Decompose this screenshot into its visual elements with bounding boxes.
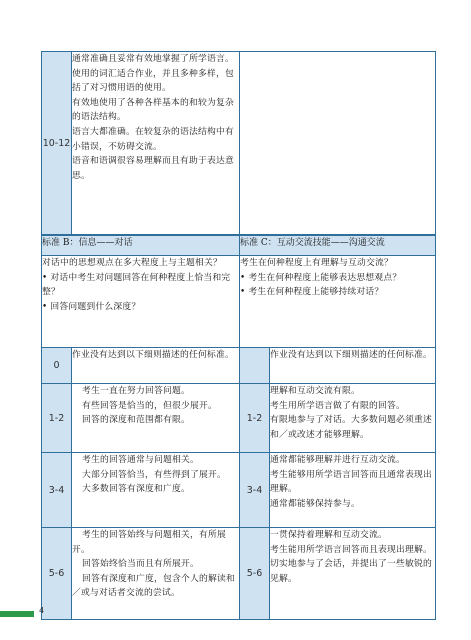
descriptor-line: 回答有深度和广度，包含个人的解读和／或与对话者交流的尝试。 bbox=[72, 573, 235, 599]
empty-cell bbox=[240, 52, 436, 235]
score-cell-b: 0 bbox=[42, 348, 72, 384]
score-cell: 10-12 bbox=[42, 52, 72, 235]
descriptor-cell-c bbox=[270, 384, 436, 453]
criterion-b-intro bbox=[42, 256, 240, 348]
descriptor-line: 作业没有达到以下细则描述的任何标准。 bbox=[72, 350, 234, 360]
descriptor-line: 语言大都准确。在较复杂的语法结构中有小错误，不妨碍交流。 bbox=[72, 126, 234, 152]
descriptor-line: 切实地参与了会话，并提出了一些敏锐的见解。 bbox=[270, 559, 432, 584]
criteria-table bbox=[41, 235, 436, 620]
intro-question: 对话中的思想观点在多大程度上与主题相关？ bbox=[42, 258, 222, 268]
intro-bullet: • 回答问题到什么深度？ bbox=[42, 300, 239, 315]
descriptor-line: 考生能用所学语言回答而且表现出理解。 bbox=[270, 544, 432, 555]
score-cell-b: 5-6 bbox=[42, 528, 72, 620]
top-criterion-table bbox=[41, 51, 436, 235]
descriptor-line: 回答始终恰当而且有所展开。 bbox=[82, 559, 199, 570]
descriptor-line: 有限地参与了对话。大多数问题必须重述和／或改述才能够理解。 bbox=[270, 415, 432, 440]
score-cell-c: 1-2 bbox=[240, 384, 270, 453]
descriptor-line: 通常准确且妥常有效地掌握了所学语言。 bbox=[72, 54, 234, 64]
descriptor-cell-b bbox=[72, 384, 240, 453]
descriptor-line: 考生一直在努力回答问题。 bbox=[82, 386, 190, 396]
descriptor-line: 大多数回答有深度和广度。 bbox=[82, 484, 190, 495]
descriptor-cell bbox=[72, 52, 240, 235]
descriptor-line: 有些回答是恰当的，但很少展开。 bbox=[82, 400, 217, 411]
descriptor-line: 通常都能够保持参与。 bbox=[270, 498, 360, 509]
intro-question: 考生在何种程度上有理解与互动交流？ bbox=[240, 258, 393, 268]
descriptor-line: 考生能够用所学语言回答而且通常表现出理解。 bbox=[270, 469, 432, 495]
descriptor-line: 使用的词汇适合作业，并且多种多样，包括了对习惯用语的使用。 bbox=[72, 68, 234, 94]
descriptor-line: 语音和语调很容易理解而且有助于表达意思。 bbox=[72, 156, 234, 181]
criterion-c-intro bbox=[240, 256, 436, 348]
page-number: 4 bbox=[39, 606, 45, 615]
descriptor-line: 回答的深度和范围都有限。 bbox=[82, 415, 190, 426]
score-cell-c: 5-6 bbox=[240, 528, 270, 620]
footer-bar bbox=[0, 611, 34, 617]
descriptor-line: 作业没有达到以下细则描述的任何标准。 bbox=[270, 350, 432, 360]
intro-bullet: • 考生在何种程度上能够持续对话？ bbox=[240, 285, 435, 300]
descriptor-line: 考生的回答通常与问题相关。 bbox=[82, 455, 199, 465]
descriptor-line: 通常都能够理解并进行互动交流。 bbox=[270, 455, 405, 465]
descriptor-line: 有效地使用了各种各样基本的和较为复杂的语法结构。 bbox=[72, 97, 234, 123]
descriptor-cell-b bbox=[72, 528, 240, 620]
descriptor-line: 一贯保持着理解和互动交流。 bbox=[270, 530, 387, 540]
score-cell-b: 3-4 bbox=[42, 453, 72, 528]
descriptor-line: 理解和互动交流有限。 bbox=[270, 386, 360, 396]
descriptor-line: 考生用所学语言做了有限的回答。 bbox=[270, 400, 405, 411]
score-cell-c bbox=[240, 348, 270, 384]
score-cell-c: 3-4 bbox=[240, 453, 270, 528]
score-cell-b: 1-2 bbox=[42, 384, 72, 453]
descriptor-cell-b bbox=[72, 348, 240, 384]
descriptor-cell-c bbox=[270, 453, 436, 528]
descriptor-cell-c bbox=[270, 528, 436, 620]
criterion-c-header: 标准 C：互动交流技能——沟通交流 bbox=[240, 236, 436, 256]
intro-bullet: • 对话中考生对问题回答在何种程度上恰当和完整？ bbox=[42, 271, 239, 300]
descriptor-cell-c bbox=[270, 348, 436, 384]
descriptor-line: 大部分回答恰当，有些得到了展开。 bbox=[82, 469, 226, 480]
descriptor-cell-b bbox=[72, 453, 240, 528]
descriptor-line: 考生的回答始终与问题相关，有所展开。 bbox=[72, 530, 226, 555]
criterion-b-header: 标准 B：信息——对话 bbox=[42, 236, 240, 256]
intro-bullet: • 考生在何种程度上能够表达思想观点？ bbox=[240, 271, 435, 286]
